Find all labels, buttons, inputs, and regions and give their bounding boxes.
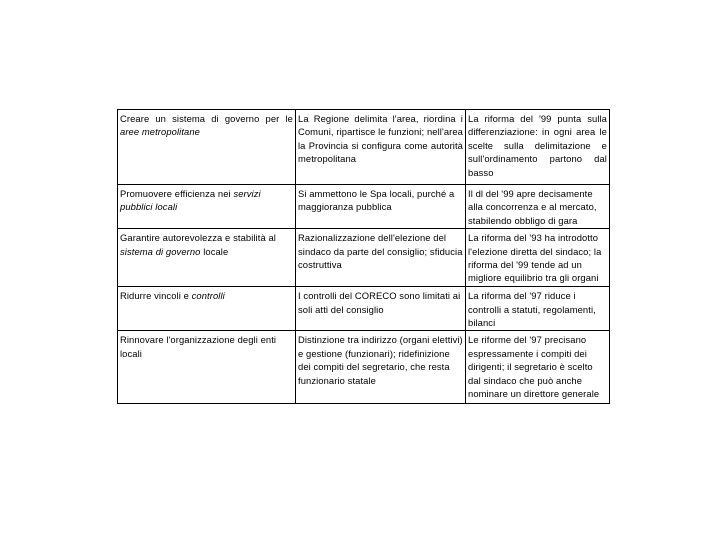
table-row: [118, 229, 610, 287]
reform-cell: Il dl del '99 apre decisamente alla concorrenza e al mercato, stabilendo obbligo di gara: [466, 185, 610, 229]
measure-cell: Distinzione tra indirizzo (organi elettivi) e gestione (funzionari); ridefinizione dei compiti del segretario, che resta funzionario statale: [296, 331, 466, 404]
measure-cell: I controlli del CORECO sono limitati ai soli atti del consiglio: [296, 287, 466, 331]
objective-emphasis: controlli: [191, 290, 225, 302]
objective-emphasis: servizi pubblici locali: [120, 188, 261, 213]
objective-cell: [118, 229, 296, 287]
objective-cell: [118, 185, 296, 229]
objective-emphasis: sistema di governo: [120, 245, 201, 257]
table-row: [118, 185, 610, 229]
reform-cell: La riforma del '93 ha introdotto l'elezione diretta del sindaco; la riforma del '99 tende ad un migliore equilibrio tra gli organi: [466, 229, 610, 287]
objective-text: Promuovere efficienza nei: [120, 188, 234, 199]
reform-cell: La riforma del '97 riduce i controlli a statuti, regolamenti, bilanci: [466, 287, 610, 331]
objective-text: Rinnovare l'organizzazione degli enti locali: [120, 334, 277, 359]
measure-cell: La Regione delimita l'area, riordina i Comuni, ripartisce le funzioni; nell'area la Provincia si configura come autorità metropolitana: [296, 110, 466, 185]
objective-text: Creare un sistema di governo per le: [120, 113, 293, 124]
objective-text: Garantire autorevolezza e stabilità al: [120, 232, 276, 244]
table-row: [118, 110, 610, 185]
measure-cell: Si ammettono le Spa locali, purché a maggioranza pubblica: [296, 185, 466, 229]
objective-cell: [118, 110, 296, 185]
reform-cell: Le riforme del '97 precisano espressamente i compiti dei dirigenti; il segretario è scelto dal sindaco che può anche nominare un direttore generale: [466, 331, 610, 404]
objective-tail: locale: [200, 245, 229, 257]
objective-emphasis: aree metropolitane: [120, 126, 200, 138]
objective-cell: [118, 287, 296, 331]
reform-cell: La riforma del '99 punta sulla differenziazione: in ogni area le scelte sulla delimitazione e sull'ordinamento partono dal basso: [466, 110, 610, 185]
measure-cell: Razionalizzazione dell'elezione del sindaco da parte del consiglio; sfiducia costruttiva: [296, 229, 466, 287]
reform-comparison-table: [117, 109, 610, 404]
table-row: [118, 331, 610, 404]
objective-cell: [118, 331, 296, 404]
table-row: [118, 287, 610, 331]
objective-text: Ridurre vincoli e: [120, 290, 192, 302]
